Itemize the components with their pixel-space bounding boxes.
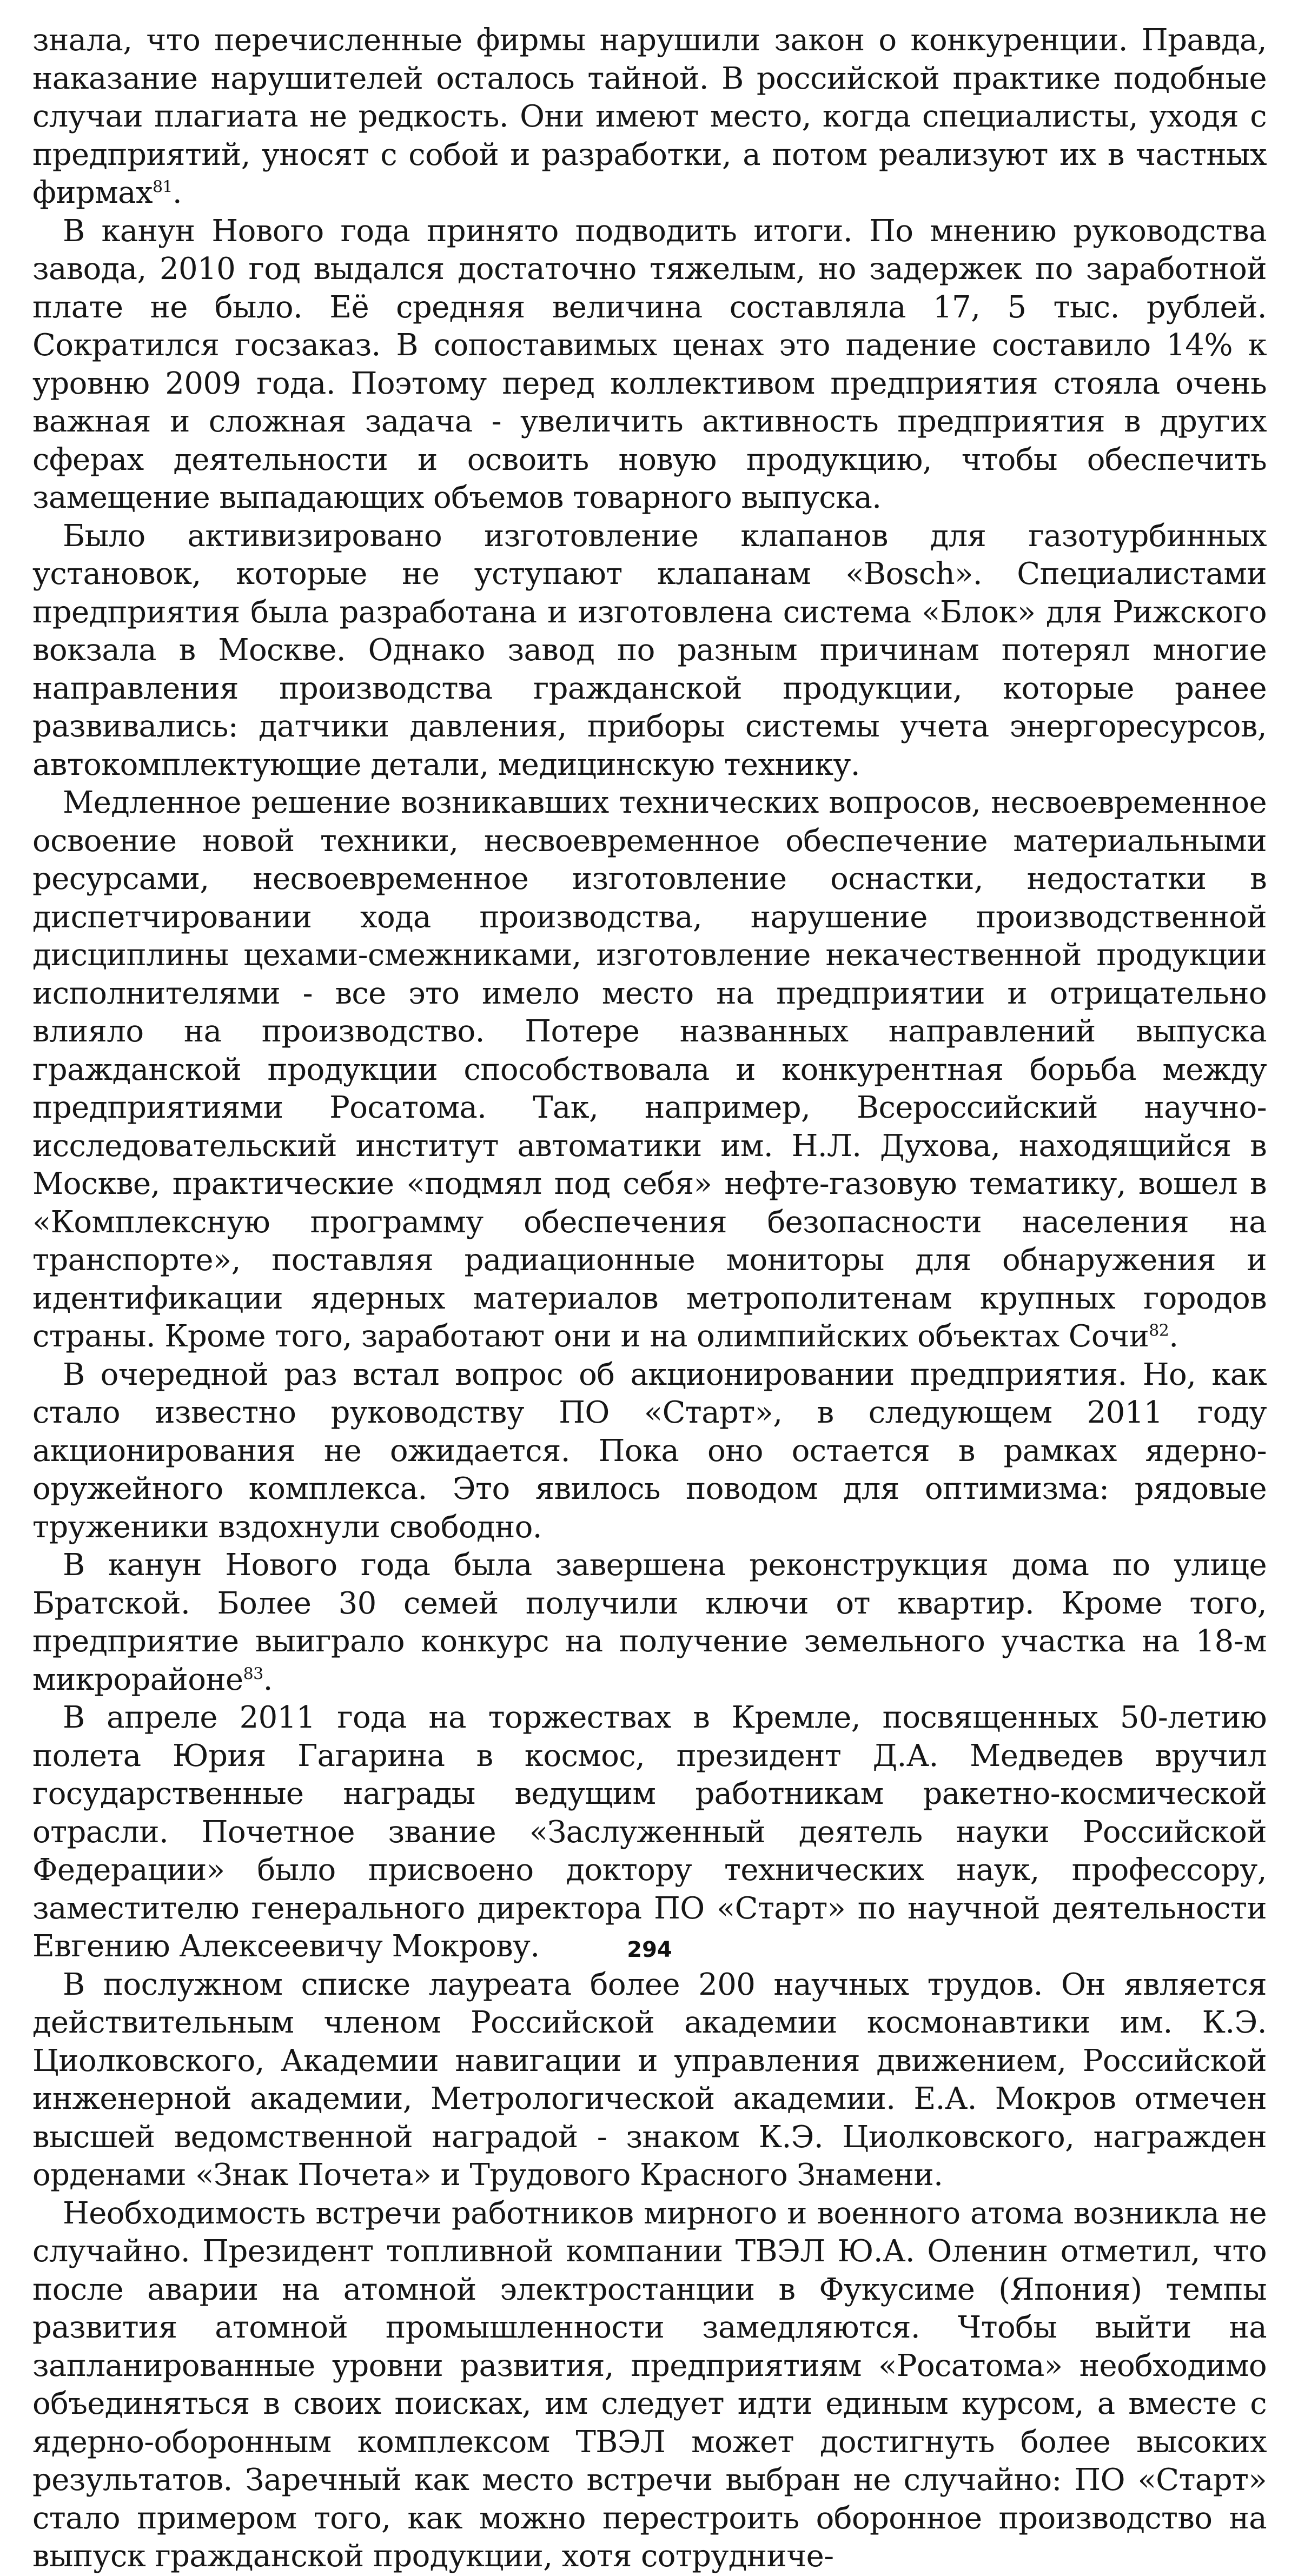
paragraph	[32, 1356, 1267, 1547]
paragraph	[32, 784, 1267, 1356]
paragraph	[32, 1699, 1267, 1966]
page-number: 294	[627, 1937, 672, 1962]
paragraph-text: Было активизировано изготовление клапанов для газотурбинных установок, которые не уступают клапанам «Bosch». Специалистами предприятия была разработана и изготовлена система «Блок» для Рижского вокзала в Москве. Однако завод по разным причинам потерял многие направления производства гражданской продукции, которые ранее развивались: датчики давления, приборы системы учета энергоресурсов, автокомплектующие детали, медицинскую технику.	[32, 518, 1267, 782]
footnote-marker: 83	[243, 1664, 263, 1683]
paragraph-text: В канун Нового года была завершена реконструкция дома по улице Братской. Более 30 семей получили ключи от квартир. Кроме того, предприятие выиграло конкурс на получение земельного участка на 18-м микрорайоне	[32, 1548, 1267, 1697]
paragraph	[32, 213, 1267, 517]
paragraph	[32, 1546, 1267, 1699]
paragraph	[32, 517, 1267, 785]
paragraph-text: В очередной раз встал вопрос об акционировании предприятия. Но, как стало известно руководству ПО «Старт», в следующем 2011 году акционирования не ожидается. Пока оно остается в рамках ядерно-оружейного комплекса. Это явилось поводом для оптимизма: рядовые труженики вздохнули свободно.	[32, 1357, 1267, 1545]
paragraph	[32, 1966, 1267, 2195]
paragraph-tail: .	[172, 175, 182, 210]
paragraph-text: В апреле 2011 года на торжествах в Кремле, посвященных 50-летию полета Юрия Гагарина в космос, президент Д.А. Медведев вручил государственные награды ведущим работникам ракетно-космической отрасли. Почетное звание «Заслуженный деятель науки Российской Федерации» было присвоено доктору технических наук, профессору, заместителю генерального директора ПО «Старт» по научной деятельности Евгению Алексеевичу Мокрову.	[32, 1700, 1267, 1964]
paragraph-text: знала, что перечисленные фирмы нарушили закон о конкуренции. Правда, наказание нарушителей осталось тайной. В российской практике подобные случаи плагиата не редкость. Они имеют место, когда специалисты, уходя с предприятий, уносят с собой и разработки, а потом реализуют их в частных фирмах	[32, 23, 1267, 210]
paragraph-tail: .	[1169, 1319, 1178, 1354]
paragraph-text: В послужном списке лауреата более 200 научных трудов. Он является действительным членом Российской академии космонавтики им. К.Э. Циолковского, Академии навигации и управления движением, Российской инженерной академии, Метрологической академии. Е.А. Мокров отмечен высшей ведомственной наградой - знаком К.Э. Циолковского, награжден орденами «Знак Почета» и Трудового Красного Знамени.	[32, 1967, 1267, 2193]
paragraph-text: В канун Нового года принято подводить итоги. По мнению руководства завода, 2010 год выдался достаточно тяжелым, но задержек по заработной плате не было. Её средняя величина составляла 17, 5 тыс. рублей. Сократился госзаказ. В сопоставимых ценах это падение составило 14% к уровню 2009 года. Поэтому перед коллективом предприятия стояла очень важная и сложная задача - увеличить активность предприятия в других сферах деятельности и освоить новую продукцию, чтобы обеспечить замещение выпадающих объемов товарного выпуска.	[32, 213, 1267, 515]
footnote-marker: 81	[152, 177, 173, 197]
paragraph-tail: .	[263, 1662, 273, 1697]
paragraph-continuation	[32, 22, 1267, 213]
paragraph-text: Необходимость встречи работников мирного и военного атома возникла не случайно. Президент топливной компании ТВЭЛ Ю.А. Оленин отметил, что после аварии на атомной электростанции в Фукусиме (Япония) темпы развития атомной промышленности замедляются. Чтобы выйти на запланированные уровни развития, предприятиям «Росатома» необходимо объединяться в своих поисках, им следует идти единым курсом, а вместе с ядерно-оборонным комплексом ТВЭЛ может достигнуть более высоких результатов. Заречный как место встречи выбран не случайно: ПО «Старт» стало примером того, как можно перестроить оборонное производство на выпуск гражданской продукции, хотя сотрудниче-	[32, 2195, 1267, 2574]
paragraph-text: Медленное решение возникавших технических вопросов, несвоевременное освоение новой техники, несвоевременное обеспечение материальными ресурсами, несвоевременное изготовление оснастки, недостатки в диспетчировании хода производства, нарушение производственной дисциплины цехами-смежниками, изготовление некачественной продукции исполнителями - все это имело место на предприятии и отрицательно влияло на производство. Потере названных направлений выпуска гражданской продукции способствовала и конкурентная борьба между предприятиями Росатома. Так, например, Всероссийский научно-исследовательский институт автоматики им. Н.Л. Духова, находящийся в Москве, практические «подмял под себя» нефте-газовую тематику, вошел в «Комплексную программу обеспечения безопасности населения на транспорте», поставляя радиационные мониторы для обнаружения и идентификации ядерных материалов метрополитенам крупных городов страны. Кроме того, заработают они и на олимпийских объектах Сочи	[32, 785, 1267, 1354]
book-page	[32, 22, 1267, 2574]
paragraph	[32, 2195, 1267, 2576]
footnote-marker: 82	[1149, 1321, 1169, 1340]
